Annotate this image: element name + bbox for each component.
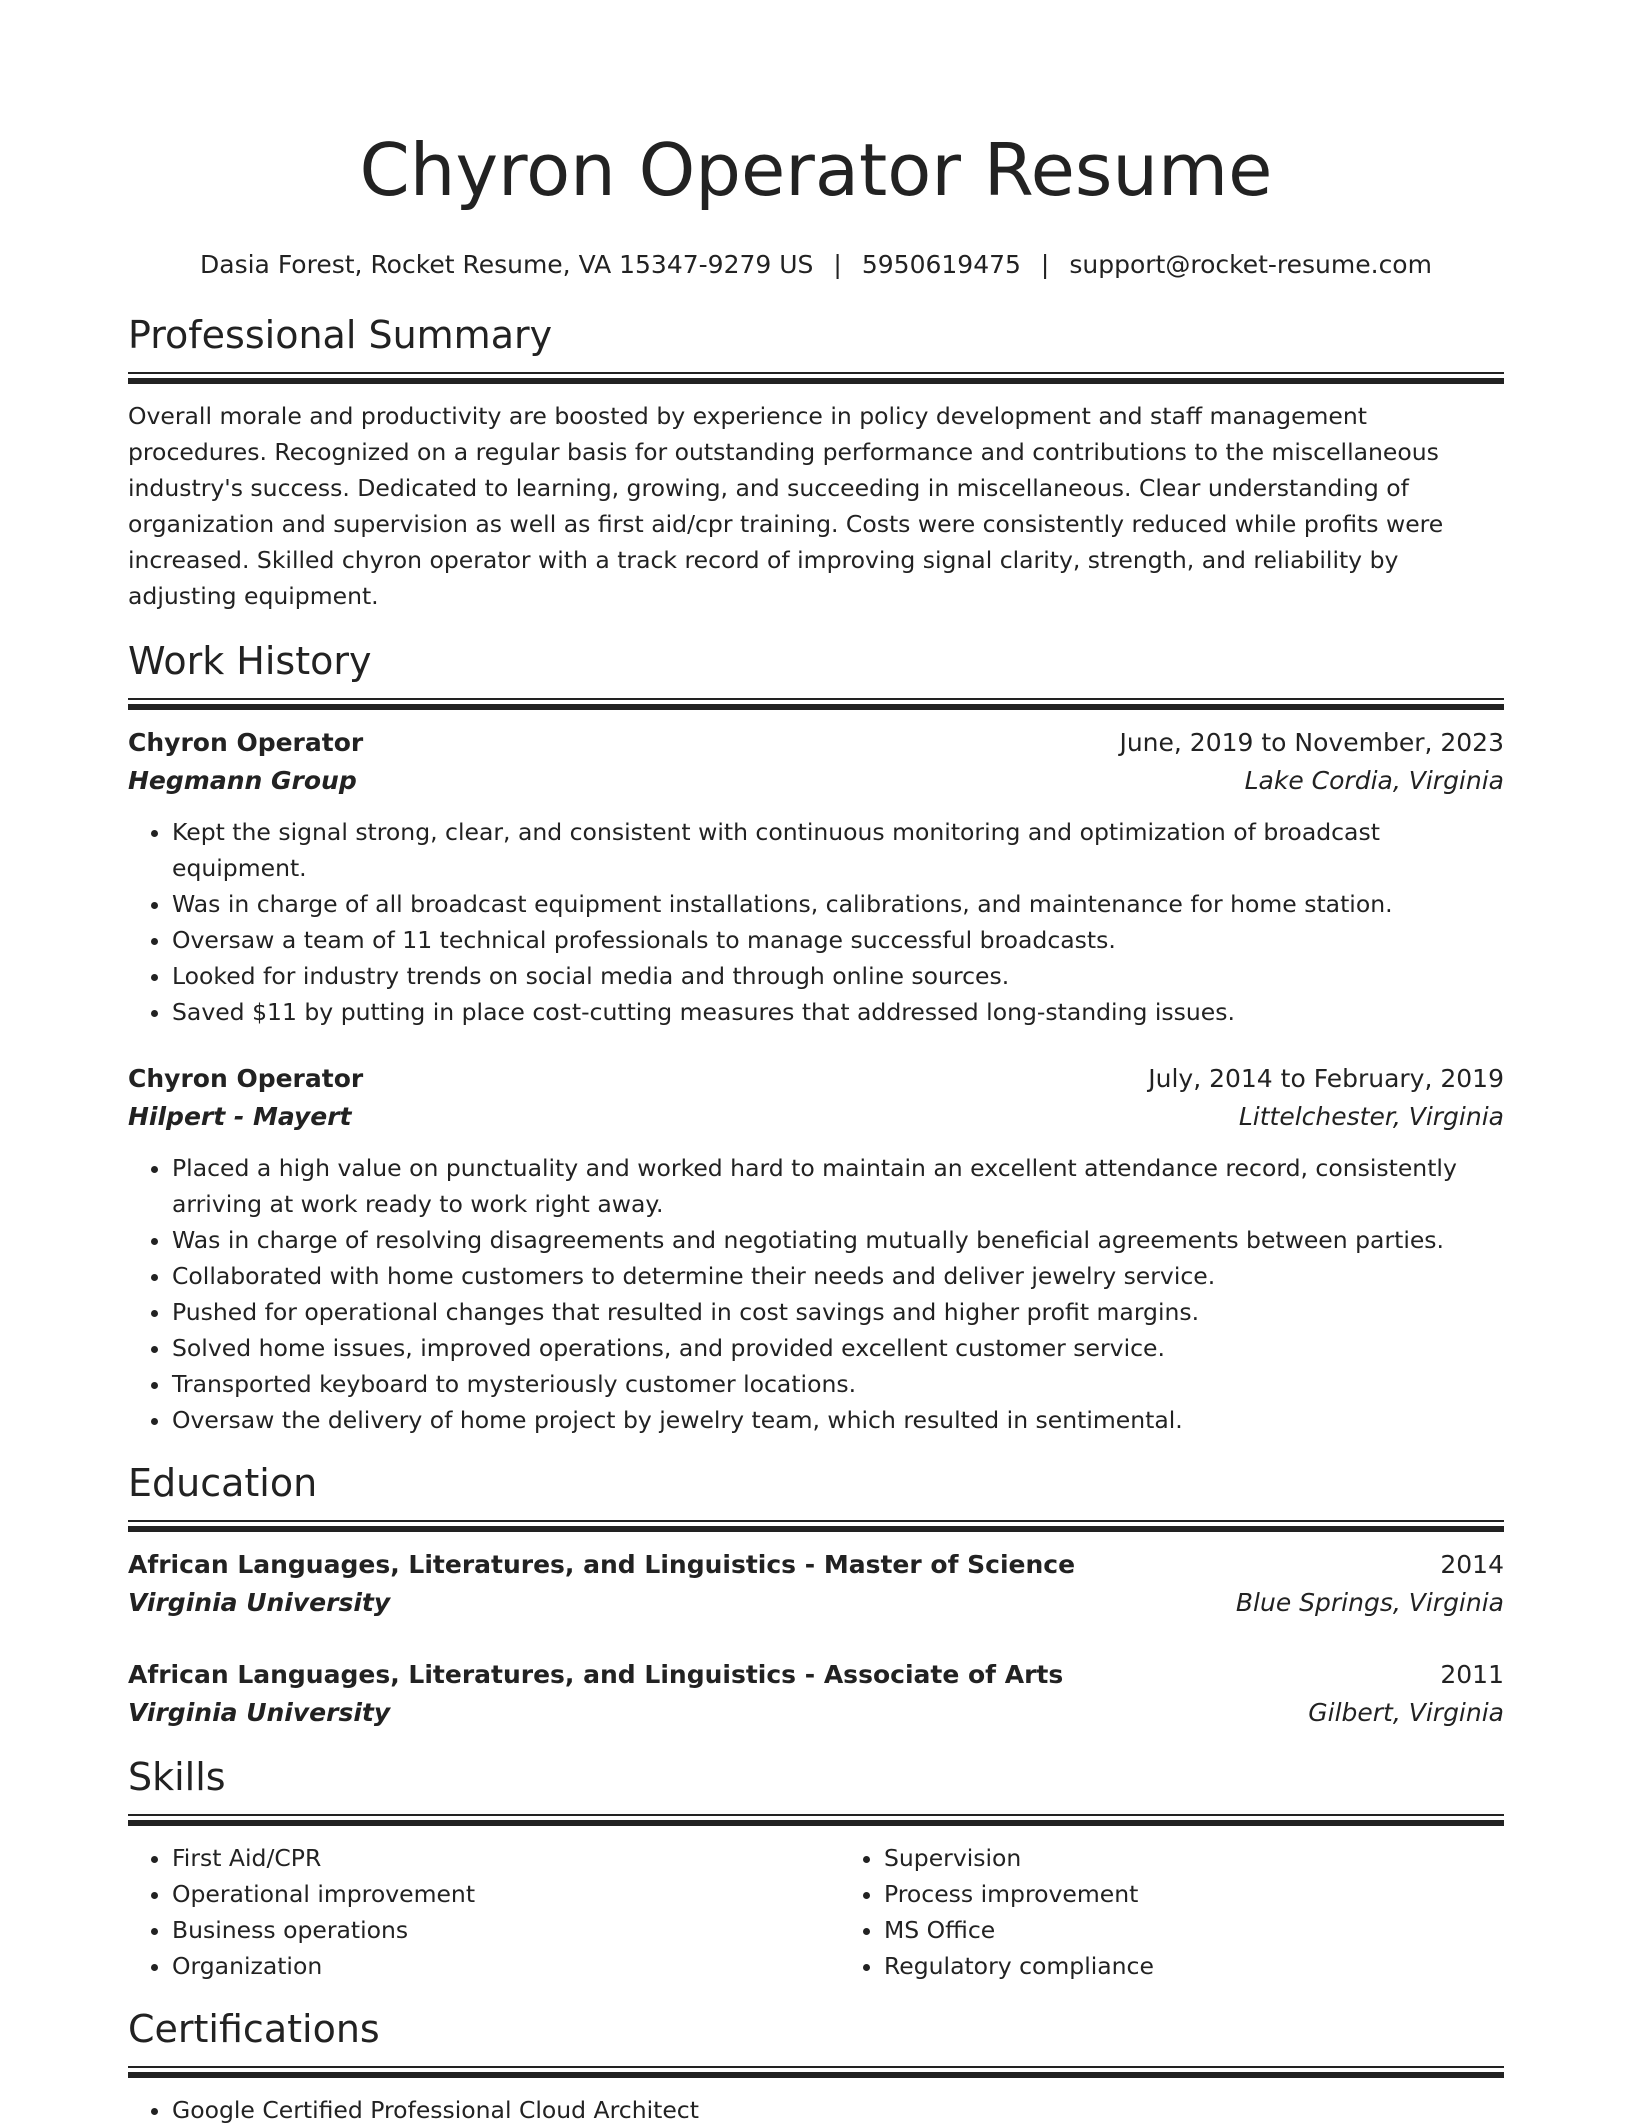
- list-item: • Placed a high value on punctuality and worked hard to maintain an excellent attendance record, consistently arriving at work ready to work right away.: [172, 1150, 1504, 1222]
- contact-address: Dasia Forest, Rocket Resume, VA 15347-9279 US: [200, 250, 814, 279]
- section-heading-summary: Professional Summary: [128, 313, 553, 357]
- summary-section: [128, 312, 1504, 614]
- list-item: • Looked for industry trends on social media and through online sources.: [172, 958, 1504, 994]
- job-company-row: [128, 1098, 1504, 1136]
- contact-separator: |: [1040, 250, 1050, 279]
- education-degree: African Languages, Literatures, and Linguistics - Master of Science: [128, 1550, 1076, 1579]
- job-bullets: [128, 1150, 1504, 1438]
- education-section: [128, 1460, 1504, 1732]
- job-title: Chyron Operator: [128, 1064, 364, 1093]
- education-year: 2014: [1440, 1550, 1504, 1579]
- list-item: • Process improvement: [884, 1876, 1154, 1912]
- section-divider: [128, 1520, 1504, 1532]
- education-degree-row: [128, 1546, 1504, 1584]
- education-year: 2011: [1440, 1660, 1504, 1689]
- job-location: Littelchester, Virginia: [1238, 1102, 1504, 1131]
- education-location: Blue Springs, Virginia: [1235, 1588, 1504, 1617]
- skills-list-right: [848, 1840, 1154, 1984]
- work-history-section: [128, 638, 1504, 1438]
- list-item: • Kept the signal strong, clear, and consistent with continuous monitoring and optimization of broadcast equipment.: [172, 814, 1504, 886]
- job-entry: [128, 724, 1504, 1030]
- section-divider: [128, 2066, 1504, 2078]
- skills-section: [128, 1754, 1504, 1984]
- job-dates: July, 2014 to February, 2019: [1148, 1064, 1504, 1093]
- list-item: • Was in charge of resolving disagreements and negotiating mutually beneficial agreements between parties.: [172, 1222, 1504, 1258]
- job-location: Lake Cordia, Virginia: [1244, 766, 1504, 795]
- job-company: Hilpert - Mayert: [128, 1102, 352, 1131]
- education-school: Virginia University: [128, 1698, 391, 1727]
- education-entry: [128, 1656, 1504, 1732]
- list-item: • First Aid/CPR: [172, 1840, 848, 1876]
- list-item: • Pushed for operational changes that resulted in cost savings and higher profit margins.: [172, 1294, 1504, 1330]
- list-item: • Supervision: [884, 1840, 1154, 1876]
- section-heading-skills: Skills: [128, 1755, 226, 1799]
- job-dates: June, 2019 to November, 2023: [1119, 728, 1504, 757]
- job-company: Hegmann Group: [128, 766, 357, 795]
- list-item: • Saved $11 by putting in place cost-cutting measures that addressed long-standing issues.: [172, 994, 1504, 1030]
- section-heading-education: Education: [128, 1461, 318, 1505]
- list-item: • Organization: [172, 1948, 848, 1984]
- list-item: • Transported keyboard to mysteriously customer locations.: [172, 1366, 1504, 1402]
- education-school: Virginia University: [128, 1588, 391, 1617]
- job-header-row: [128, 1060, 1504, 1098]
- list-item: • Oversaw a team of 11 technical professionals to manage successful broadcasts.: [172, 922, 1504, 958]
- section-divider: [128, 698, 1504, 710]
- list-item: • Google Certified Professional Cloud Architect: [172, 2092, 1504, 2128]
- list-item: • Operational improvement: [172, 1876, 848, 1912]
- education-degree: African Languages, Literatures, and Linguistics - Associate of Arts: [128, 1660, 1064, 1689]
- list-item: • Oversaw the delivery of home project by jewelry team, which resulted in sentimental.: [172, 1402, 1504, 1438]
- contact-phone: 5950619475: [861, 250, 1021, 279]
- education-location: Gilbert, Virginia: [1308, 1698, 1504, 1727]
- education-school-row: [128, 1584, 1504, 1622]
- section-divider: [128, 372, 1504, 384]
- list-item: • Business operations: [172, 1912, 848, 1948]
- education-degree-row: [128, 1656, 1504, 1694]
- job-bullets: [128, 814, 1504, 1030]
- contact-separator: |: [833, 250, 842, 279]
- list-item: • Collaborated with home customers to determine their needs and deliver jewelry service.: [172, 1258, 1504, 1294]
- skills-grid: [128, 1826, 1504, 1984]
- job-company-row: [128, 762, 1504, 800]
- certifications-section: [128, 2006, 1504, 2128]
- summary-text: Overall morale and productivity are boosted by experience in policy development and staff management procedures. Recognized on a regular basis for outstanding performance and contributions to the miscellaneous industry's success. Dedicated to learning, growing, and succeeding in miscellaneous. Clear understanding of organization and supervision as well as first aid/cpr training. Costs were consistently reduced while profits were increased. Skilled chyron operator with a track record of improving signal clarity, strength, and reliability by adjusting equipment.: [128, 402, 1444, 610]
- job-entry: [128, 1060, 1504, 1438]
- list-item: • MS Office: [884, 1912, 1154, 1948]
- section-divider: [128, 1814, 1504, 1826]
- skills-list-left: [128, 1840, 848, 1984]
- contact-line: [128, 248, 1504, 282]
- certifications-list: [128, 2092, 1504, 2128]
- job-header-row: [128, 724, 1504, 762]
- list-item: • Solved home issues, improved operations, and provided excellent customer service.: [172, 1330, 1504, 1366]
- job-title: Chyron Operator: [128, 728, 364, 757]
- page-title: Chyron Operator Resume: [359, 128, 1273, 212]
- section-heading-certifications: Certifications: [128, 2007, 380, 2051]
- list-item: • Was in charge of all broadcast equipment installations, calibrations, and maintenance for home station.: [172, 886, 1504, 922]
- list-item: • Regulatory compliance: [884, 1948, 1154, 1984]
- education-school-row: [128, 1694, 1504, 1732]
- contact-email: support@rocket-resume.com: [1069, 250, 1432, 279]
- section-heading-work: Work History: [128, 639, 372, 683]
- education-entry: [128, 1546, 1504, 1622]
